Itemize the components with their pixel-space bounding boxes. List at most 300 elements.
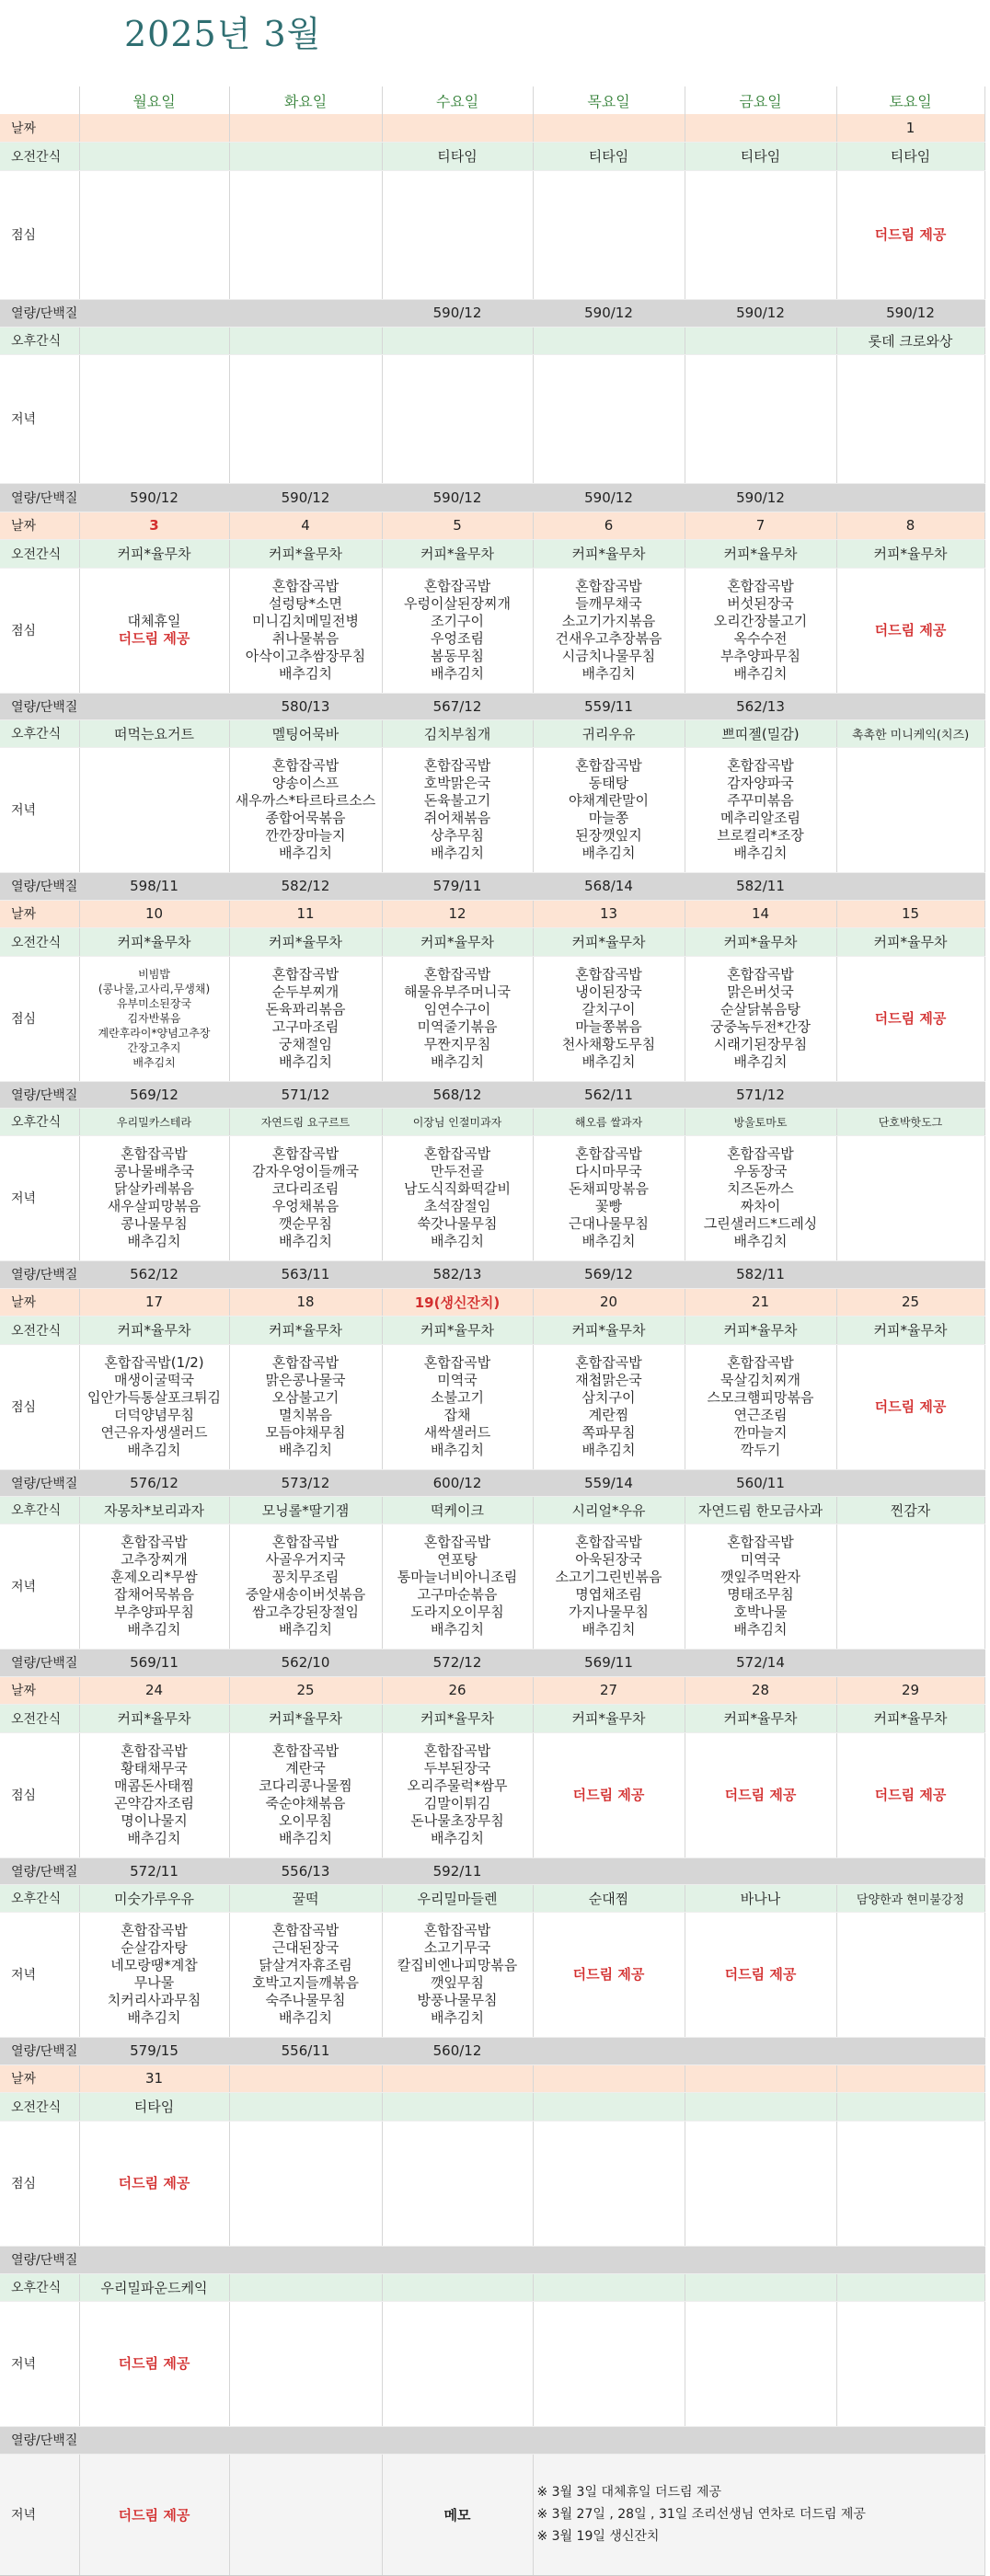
menu-item: 더드림 제공 bbox=[874, 621, 947, 638]
menu-item: 혼합잡곡밥 bbox=[727, 757, 794, 774]
menu-item: 삼치구이 bbox=[581, 1389, 636, 1406]
menu-item: 비빔밥 bbox=[138, 968, 170, 981]
row-label-kcal: 열량/단백질 bbox=[0, 483, 79, 512]
kcal-cell bbox=[836, 2426, 984, 2454]
menu-item: 방풍나물무침 bbox=[417, 1992, 498, 2008]
menu-item: 설렁탕*소면 bbox=[269, 595, 342, 612]
am-snack-cell: 커피*율무차 bbox=[533, 1704, 685, 1732]
menu-item: 혼합잡곡밥 bbox=[121, 1922, 188, 1938]
menu-item: 봄동무침 bbox=[431, 648, 484, 664]
menu-item: 혼합잡곡밥 bbox=[271, 1922, 340, 1938]
kcal-cell: 563/11 bbox=[229, 1260, 382, 1288]
menu-item: 배추김치 bbox=[431, 1442, 484, 1458]
am-snack-cell: 커피*율무차 bbox=[836, 1704, 984, 1732]
dinner-cell bbox=[79, 1912, 229, 2037]
pm-snack-cell: 자연드림 한모금사과 bbox=[685, 1496, 836, 1524]
menu-item: 순살닭볶음탕 bbox=[720, 1001, 800, 1018]
am-snack-cell: 커피*율무차 bbox=[382, 1316, 533, 1344]
date-cell: 28 bbox=[685, 1676, 836, 1704]
row-label-dinner: 저녁 bbox=[0, 2301, 79, 2426]
am-snack-cell: 커피*율무차 bbox=[685, 539, 836, 568]
am-snack-cell: 커피*율무차 bbox=[533, 1316, 685, 1344]
menu-item: 혼합잡곡밥 bbox=[271, 1742, 340, 1759]
menu-item: 배추김치 bbox=[127, 1621, 181, 1638]
menu-item: 재첩맑은국 bbox=[575, 1372, 642, 1388]
menu-item: 마늘쫑볶음 bbox=[575, 1018, 642, 1035]
pm-snack-cell bbox=[229, 327, 382, 354]
kcal-cell: 590/12 bbox=[229, 483, 382, 512]
am-snack-row bbox=[0, 1316, 984, 1344]
menu-item: 배추김치 bbox=[279, 1233, 332, 1249]
menu-item: 오리주물럭*쌈무 bbox=[407, 1777, 508, 1794]
menu-item: 배추김치 bbox=[581, 1442, 636, 1458]
lunch-cell bbox=[685, 568, 836, 693]
menu-item: 혼합잡곡밥 bbox=[423, 1354, 491, 1371]
dinner-kcal-row bbox=[0, 1649, 984, 1676]
date-cell: 4 bbox=[229, 512, 382, 539]
pm-snack-cell: 귀리우유 bbox=[533, 719, 685, 747]
menu-item: 꽁치무조림 bbox=[271, 1569, 340, 1585]
lunch-cell bbox=[382, 956, 533, 1081]
menu-item: 아삭이고추쌈장무침 bbox=[245, 648, 366, 664]
menu-item: 배추김치 bbox=[279, 845, 332, 861]
am-snack-cell: 커피*율무차 bbox=[382, 927, 533, 956]
menu-item: 우엉조림 bbox=[431, 630, 484, 647]
kcal-cell: 562/10 bbox=[229, 1649, 382, 1676]
dinner-kcal-row bbox=[0, 2426, 984, 2454]
date-row bbox=[0, 114, 984, 142]
menu-item: 혼합잡곡밥 bbox=[575, 966, 642, 983]
menu-item: 상추무침 bbox=[431, 827, 484, 844]
lunch-cell bbox=[836, 2121, 984, 2246]
menu-item: 천사채황도무침 bbox=[561, 1036, 656, 1052]
date-row bbox=[0, 1288, 984, 1316]
kcal-cell: 590/12 bbox=[533, 483, 685, 512]
dinner-kcal-row bbox=[0, 483, 984, 512]
page-title: 2025년 3월 bbox=[124, 14, 322, 54]
kcal-cell: 579/11 bbox=[382, 872, 533, 900]
pm-snack-cell: 자연드림 요구르트 bbox=[229, 1108, 382, 1135]
menu-item: 혼합잡곡밥 bbox=[575, 757, 642, 774]
menu-item: 시래기된장무침 bbox=[713, 1036, 808, 1052]
day-header: 토요일 bbox=[836, 86, 984, 114]
menu-item: 돈육불고기 bbox=[423, 792, 491, 809]
kcal-cell: 562/11 bbox=[533, 1081, 685, 1108]
row-label-lunch: 점심 bbox=[0, 170, 79, 299]
dinner-cell bbox=[836, 1912, 984, 2037]
pm-snack-cell: 단호박핫도그 bbox=[836, 1108, 984, 1135]
kcal-cell bbox=[382, 2246, 533, 2273]
menu-item: 호박고지들깨볶음 bbox=[252, 1974, 359, 1991]
pm-snack-cell: 촉촉한 미니케익(치즈) bbox=[836, 719, 984, 747]
am-snack-cell bbox=[229, 142, 382, 170]
dinner-cell bbox=[533, 747, 685, 872]
memo-cell bbox=[533, 2454, 984, 2575]
kcal-cell: 590/12 bbox=[382, 299, 533, 327]
date-cell: 13 bbox=[533, 900, 685, 927]
dinner-cell bbox=[382, 747, 533, 872]
menu-item: 시금치나물무침 bbox=[561, 648, 656, 664]
menu-item: 대체휴일 bbox=[127, 613, 181, 629]
menu-item: 초석잠절임 bbox=[423, 1198, 491, 1214]
menu-item: 주꾸미볶음 bbox=[727, 792, 794, 809]
menu-item: 혼합잡곡밥 bbox=[575, 1534, 642, 1550]
menu-item: 궁채절임 bbox=[279, 1036, 332, 1052]
menu-item: 소고기그린빈볶음 bbox=[555, 1569, 662, 1585]
kcal-cell bbox=[533, 1857, 685, 1884]
dinner-cell bbox=[382, 354, 533, 483]
dinner-cell bbox=[836, 354, 984, 483]
menu-item: 근대된장국 bbox=[271, 1939, 340, 1956]
pm-snack-cell: 이장님 인절미과자 bbox=[382, 1108, 533, 1135]
date-cell: 8 bbox=[836, 512, 984, 539]
am-snack-cell: 커피*율무차 bbox=[836, 539, 984, 568]
pm-snack-cell: 떠먹는요거트 bbox=[79, 719, 229, 747]
am-snack-cell: 커피*율무차 bbox=[382, 539, 533, 568]
menu-item: 혼합잡곡밥 bbox=[121, 1534, 188, 1550]
menu-item: 사골우거지국 bbox=[265, 1551, 346, 1568]
memo-line: ※ 3월 19일 생신잔치 bbox=[536, 2529, 660, 2544]
kcal-cell: 560/11 bbox=[685, 1469, 836, 1496]
kcal-cell: 590/12 bbox=[685, 483, 836, 512]
am-snack-cell: 커피*율무차 bbox=[79, 927, 229, 956]
row-label-kcal: 열량/단백질 bbox=[0, 1260, 79, 1288]
pm-snack-cell: 해오름 쌀과자 bbox=[533, 1108, 685, 1135]
pm-snack-cell: 우리밀카스테라 bbox=[79, 1108, 229, 1135]
pm-snack-cell: 롯데 크로와상 bbox=[836, 327, 984, 354]
menu-item: 더덕양념무침 bbox=[114, 1407, 194, 1423]
menu-item: 배추김치 bbox=[279, 2009, 332, 2026]
menu-item: 혼합잡곡밥 bbox=[727, 1145, 794, 1162]
menu-item: 배추김치 bbox=[733, 1233, 788, 1249]
am-snack-cell: 티타임 bbox=[382, 142, 533, 170]
menu-item: 묵살김치찌개 bbox=[720, 1372, 800, 1388]
dinner-cell bbox=[685, 1135, 836, 1260]
row-label-kcal: 열량/단백질 bbox=[0, 872, 79, 900]
pm-snack-row bbox=[0, 1108, 984, 1135]
kcal-cell bbox=[836, 1857, 984, 1884]
row-label-am-snack: 오전간식 bbox=[0, 927, 79, 956]
menu-item: 혼합잡곡밥(1/2) bbox=[104, 1354, 204, 1371]
kcal-cell bbox=[836, 872, 984, 900]
date-cell: 19(생신잔치) bbox=[382, 1288, 533, 1316]
menu-item: 두부된장국 bbox=[423, 1760, 491, 1777]
kcal-cell: 571/12 bbox=[229, 1081, 382, 1108]
date-cell bbox=[229, 114, 382, 142]
row-label-am-snack: 오전간식 bbox=[0, 1704, 79, 1732]
menu-item: 배추김치 bbox=[127, 1233, 181, 1249]
menu-item: 순살감자탕 bbox=[121, 1939, 188, 1956]
menu-item: 통마늘너비아니조림 bbox=[397, 1569, 518, 1585]
lunch-cell bbox=[382, 568, 533, 693]
menu-item: 오리간장불고기 bbox=[713, 613, 808, 629]
lunch-cell bbox=[533, 1732, 685, 1857]
menu-item: 꽃빵 bbox=[595, 1198, 622, 1214]
am-snack-cell: 커피*율무차 bbox=[79, 1316, 229, 1344]
lunch-cell bbox=[685, 956, 836, 1081]
menu-item: 계란국 bbox=[285, 1760, 326, 1777]
pm-snack-cell: 모닝롤*딸기잼 bbox=[229, 1496, 382, 1524]
menu-item: 더드림 제공 bbox=[118, 2174, 190, 2191]
dinner-cell bbox=[229, 747, 382, 872]
menu-item: 혼합잡곡밥 bbox=[575, 1354, 642, 1371]
dinner-kcal-row bbox=[0, 872, 984, 900]
menu-item: 동태탕 bbox=[588, 775, 629, 791]
row-label-date: 날짜 bbox=[0, 512, 79, 539]
kcal-cell: 568/12 bbox=[382, 1081, 533, 1108]
am-snack-cell: 커피*율무차 bbox=[229, 927, 382, 956]
row-label-dinner: 저녁 bbox=[0, 2454, 79, 2575]
dinner-cell bbox=[836, 1524, 984, 1649]
menu-item: 배추김치 bbox=[581, 665, 636, 682]
lunch-kcal-row bbox=[0, 299, 984, 327]
menu-item: 배추김치 bbox=[431, 1830, 484, 1846]
am-snack-cell: 커피*율무차 bbox=[79, 1704, 229, 1732]
menu-item: 아욱된장국 bbox=[575, 1551, 642, 1568]
lunch-cell bbox=[229, 2121, 382, 2246]
date-cell: 3 bbox=[79, 512, 229, 539]
kcal-cell bbox=[836, 1081, 984, 1108]
kcal-cell: 592/11 bbox=[382, 1857, 533, 1884]
date-cell: 27 bbox=[533, 1676, 685, 1704]
am-snack-cell: 커피*율무차 bbox=[685, 927, 836, 956]
lunch-cell bbox=[685, 1732, 836, 1857]
date-cell: 31 bbox=[79, 2064, 229, 2092]
dinner-cell bbox=[79, 2301, 229, 2426]
lunch-cell bbox=[836, 1344, 984, 1469]
menu-item: 배추김치 bbox=[279, 665, 332, 682]
kcal-cell bbox=[382, 2426, 533, 2454]
memo-label: 메모 bbox=[382, 2454, 533, 2575]
row-label-kcal: 열량/단백질 bbox=[0, 1857, 79, 1884]
date-cell: 20 bbox=[533, 1288, 685, 1316]
am-snack-cell bbox=[229, 2092, 382, 2121]
menu-item: 혼합잡곡밥 bbox=[271, 757, 340, 774]
kcal-cell: 580/13 bbox=[229, 693, 382, 719]
menu-item: 황태채무국 bbox=[121, 1760, 188, 1777]
dinner-cell bbox=[685, 354, 836, 483]
date-row bbox=[0, 1676, 984, 1704]
menu-item: 코다리콩나물찜 bbox=[259, 1777, 352, 1794]
kcal-cell: 573/12 bbox=[229, 1469, 382, 1496]
lunch-cell bbox=[836, 170, 984, 299]
menu-item: 배추김치 bbox=[127, 1442, 181, 1458]
lunch-cell bbox=[685, 170, 836, 299]
pm-snack-cell bbox=[533, 2273, 685, 2301]
menu-item: 미역국 bbox=[437, 1372, 478, 1388]
dinner-cell: 더드림 제공 bbox=[79, 2454, 229, 2575]
menu-item: 혼합잡곡밥 bbox=[271, 578, 340, 594]
row-label-kcal: 열량/단백질 bbox=[0, 2246, 79, 2273]
menu-item: 더드림 제공 bbox=[572, 1965, 645, 1983]
menu-item: 깻순무침 bbox=[279, 1215, 332, 1232]
pm-snack-row bbox=[0, 2273, 984, 2301]
menu-item: 오삼불고기 bbox=[271, 1389, 340, 1406]
menu-item: 김말이튀김 bbox=[423, 1795, 491, 1811]
dinner-cell bbox=[533, 1524, 685, 1649]
menu-item: 혼합잡곡밥 bbox=[271, 1354, 340, 1371]
am-snack-cell: 커피*율무차 bbox=[229, 539, 382, 568]
menu-item: 혼합잡곡밥 bbox=[423, 1534, 491, 1550]
lunch-cell bbox=[685, 1344, 836, 1469]
menu-item: 더드림 제공 bbox=[724, 1965, 797, 1983]
am-snack-cell: 티타임 bbox=[836, 142, 984, 170]
dinner-cell bbox=[533, 354, 685, 483]
pm-snack-cell: 김치부침개 bbox=[382, 719, 533, 747]
menu-item: 맑은버섯국 bbox=[727, 983, 794, 1000]
pm-snack-cell bbox=[533, 327, 685, 354]
lunch-cell bbox=[79, 2121, 229, 2246]
kcal-cell: 569/11 bbox=[79, 1649, 229, 1676]
menu-item: 야채계란말이 bbox=[569, 792, 649, 809]
am-snack-cell: 커피*율무차 bbox=[685, 1316, 836, 1344]
menu-item: 배추김치 bbox=[431, 1053, 484, 1070]
lunch-kcal-row bbox=[0, 693, 984, 719]
pm-snack-row bbox=[0, 1884, 984, 1912]
lunch-row bbox=[0, 2121, 984, 2246]
menu-item: 유부미소된장국 bbox=[116, 997, 192, 1010]
kcal-cell bbox=[836, 1649, 984, 1676]
menu-item: 치커리사과무침 bbox=[107, 1992, 201, 2008]
kcal-cell: 569/12 bbox=[533, 1260, 685, 1288]
row-label-date: 날짜 bbox=[0, 2064, 79, 2092]
menu-item: 더드림 제공 bbox=[118, 630, 190, 647]
menu-item: 혼합잡곡밥 bbox=[423, 757, 491, 774]
menu-item: 닭살겨자휴조림 bbox=[259, 1957, 352, 1973]
lunch-cell bbox=[229, 956, 382, 1081]
pm-snack-cell: 바나나 bbox=[685, 1884, 836, 1912]
menu-item: 배추김치 bbox=[279, 1621, 332, 1638]
date-cell bbox=[79, 114, 229, 142]
menu-item: 호박나물 bbox=[733, 1604, 788, 1620]
pm-snack-cell: 찐감자 bbox=[836, 1496, 984, 1524]
menu-item: 다시마무국 bbox=[575, 1163, 642, 1179]
day-header: 월요일 bbox=[79, 86, 229, 114]
date-cell: 5 bbox=[382, 512, 533, 539]
kcal-cell bbox=[79, 693, 229, 719]
menu-item: 숙주나물무침 bbox=[265, 1992, 346, 2008]
am-snack-cell bbox=[685, 2092, 836, 2121]
kcal-cell bbox=[79, 2426, 229, 2454]
row-label-date: 날짜 bbox=[0, 114, 79, 142]
menu-item: 혼합잡곡밥 bbox=[727, 1354, 794, 1371]
menu-item: 쪽파무침 bbox=[581, 1424, 636, 1441]
am-snack-row bbox=[0, 1704, 984, 1732]
pm-snack-cell: 시리얼*우유 bbox=[533, 1496, 685, 1524]
menu-item: 고추장찌개 bbox=[121, 1551, 188, 1568]
lunch-cell bbox=[533, 568, 685, 693]
date-cell: 11 bbox=[229, 900, 382, 927]
pm-snack-cell: 담양한과 현미불강정 bbox=[836, 1884, 984, 1912]
am-snack-cell: 커피*율무차 bbox=[836, 1316, 984, 1344]
menu-item: 더드림 제공 bbox=[724, 1786, 797, 1803]
kcal-cell bbox=[685, 2246, 836, 2273]
kcal-cell: 572/14 bbox=[685, 1649, 836, 1676]
lunch-cell bbox=[79, 170, 229, 299]
am-snack-row bbox=[0, 142, 984, 170]
row-label-kcal: 열량/단백질 bbox=[0, 693, 79, 719]
kcal-cell bbox=[836, 1260, 984, 1288]
menu-item: 종합어묵볶음 bbox=[265, 810, 346, 826]
menu-item: 버섯된장국 bbox=[727, 595, 794, 612]
lunch-kcal-row bbox=[0, 2246, 984, 2273]
am-snack-cell: 커피*율무차 bbox=[533, 927, 685, 956]
menu-table bbox=[0, 86, 985, 2576]
menu-item: 중알새송이버섯볶음 bbox=[245, 1586, 366, 1603]
pm-snack-row bbox=[0, 719, 984, 747]
menu-item: 멸치볶음 bbox=[279, 1407, 332, 1423]
kcal-cell: 590/12 bbox=[382, 483, 533, 512]
kcal-cell: 556/11 bbox=[229, 2037, 382, 2064]
menu-item: 냉이된장국 bbox=[575, 983, 642, 1000]
menu-item: 혼합잡곡밥 bbox=[727, 578, 794, 594]
date-cell: 25 bbox=[229, 1676, 382, 1704]
dinner-cell bbox=[836, 2301, 984, 2426]
kcal-cell: 559/11 bbox=[533, 693, 685, 719]
menu-item: 깻잎무침 bbox=[431, 1974, 484, 1991]
menu-item: 만두전골 bbox=[431, 1163, 484, 1179]
kcal-cell: 590/12 bbox=[836, 299, 984, 327]
menu-item: 잡채 bbox=[443, 1407, 471, 1423]
dinner-cell bbox=[79, 1135, 229, 1260]
dinner-cell bbox=[382, 2301, 533, 2426]
pm-snack-cell: 자몽차*보리과자 bbox=[79, 1496, 229, 1524]
kcal-cell bbox=[79, 299, 229, 327]
menu-item: 돈채피망볶음 bbox=[569, 1180, 649, 1197]
menu-item: 콩나물무침 bbox=[121, 1215, 188, 1232]
menu-item: 더드림 제공 bbox=[118, 2354, 190, 2372]
lunch-row bbox=[0, 956, 984, 1081]
date-cell bbox=[382, 114, 533, 142]
kcal-cell: 571/12 bbox=[685, 1081, 836, 1108]
menu-item: 연포탕 bbox=[437, 1551, 478, 1568]
menu-item: 쥐어채볶음 bbox=[423, 810, 491, 826]
kcal-cell bbox=[685, 2037, 836, 2064]
row-label-am-snack: 오전간식 bbox=[0, 539, 79, 568]
pm-snack-cell bbox=[382, 327, 533, 354]
menu-item: 메추리알조림 bbox=[720, 810, 800, 826]
row-label-pm-snack: 오후간식 bbox=[0, 2273, 79, 2301]
kcal-cell bbox=[79, 2246, 229, 2273]
dinner-cell bbox=[229, 2301, 382, 2426]
kcal-cell bbox=[836, 1469, 984, 1496]
row-label-am-snack: 오전간식 bbox=[0, 2092, 79, 2121]
menu-item: 더드림 제공 bbox=[874, 225, 947, 243]
lunch-cell bbox=[533, 2121, 685, 2246]
lunch-cell bbox=[533, 1344, 685, 1469]
menu-item: 혼합잡곡밥 bbox=[423, 966, 491, 983]
kcal-cell: 600/12 bbox=[382, 1469, 533, 1496]
date-cell: 24 bbox=[79, 1676, 229, 1704]
menu-item: 닭살카레볶음 bbox=[114, 1180, 194, 1197]
menu-item: 모듬야채무침 bbox=[265, 1424, 346, 1441]
lunch-cell bbox=[382, 2121, 533, 2246]
menu-item: 맑은콩나물국 bbox=[265, 1372, 346, 1388]
menu-item: 우렁이살된장찌개 bbox=[404, 595, 511, 612]
am-snack-cell: 티타임 bbox=[533, 142, 685, 170]
menu-item: 죽순야채볶음 bbox=[265, 1795, 346, 1811]
kcal-cell: 582/11 bbox=[685, 872, 836, 900]
row-label-date: 날짜 bbox=[0, 1676, 79, 1704]
menu-item: 배추김치 bbox=[431, 665, 484, 682]
menu-item: 우동장국 bbox=[733, 1163, 788, 1179]
lunch-kcal-row bbox=[0, 1081, 984, 1108]
menu-item: 브로컬리*조장 bbox=[717, 827, 804, 844]
menu-item: 매콤돈사태찜 bbox=[114, 1777, 194, 1794]
menu-item: 혼합잡곡밥 bbox=[271, 1534, 340, 1550]
menu-item: 더드림 제공 bbox=[874, 1009, 947, 1027]
menu-item: 치즈돈까스 bbox=[727, 1180, 794, 1197]
